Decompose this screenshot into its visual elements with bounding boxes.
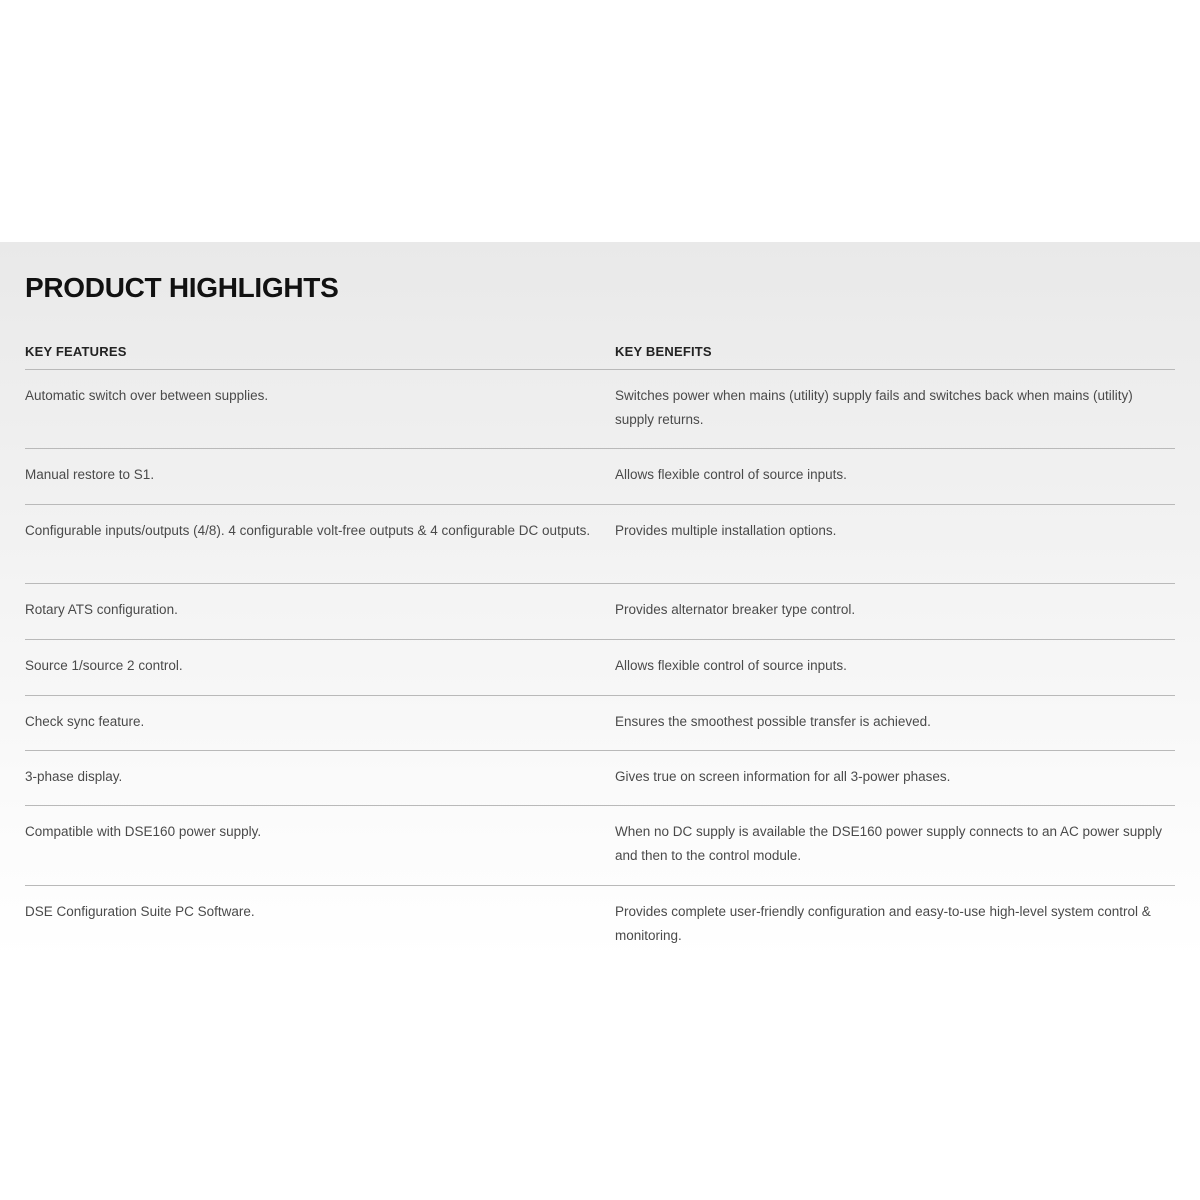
benefit-cell: Allows flexible control of source inputs. — [615, 658, 847, 673]
benefit-cell: Provides alternator breaker type control. — [615, 602, 856, 617]
feature-cell: Configurable inputs/outputs (4/8). 4 configurable volt-free outputs & 4 configurable DC outputs. — [25, 523, 591, 538]
feature-cell: Source 1/source 2 control. — [25, 658, 183, 673]
feature-cell: Manual restore to S1. — [25, 467, 155, 482]
table-header-row — [25, 332, 1175, 370]
feature-cell: Check sync feature. — [25, 714, 145, 729]
benefit-cell: Switches power when mains (utility) supply fails and switches back when mains (utility) supply returns. — [615, 388, 1133, 427]
feature-cell: Automatic switch over between supplies. — [25, 388, 269, 403]
benefit-cell: Provides complete user-friendly configuration and easy-to-use high-level system control & monitoring. — [615, 904, 1151, 943]
table-row — [25, 640, 1175, 696]
benefit-cell: When no DC supply is available the DSE160 power supply connects to an AC power supply and then to the control module. — [615, 824, 1163, 863]
key-features-header: KEY FEATURES — [25, 344, 127, 359]
table-row — [25, 505, 1175, 584]
benefit-cell: Allows flexible control of source inputs. — [615, 467, 847, 482]
feature-cell: DSE Configuration Suite PC Software. — [25, 904, 255, 919]
feature-cell: Compatible with DSE160 power supply. — [25, 824, 262, 839]
benefit-cell: Ensures the smoothest possible transfer is achieved. — [615, 714, 931, 729]
benefit-cell: Provides multiple installation options. — [615, 523, 837, 538]
table-row — [25, 584, 1175, 640]
feature-cell: Rotary ATS configuration. — [25, 602, 178, 617]
highlights-table — [25, 332, 1175, 956]
feature-cell: 3-phase display. — [25, 769, 123, 784]
section-title: PRODUCT HIGHLIGHTS — [25, 272, 339, 303]
table-row — [25, 696, 1175, 751]
key-benefits-header: KEY BENEFITS — [615, 344, 712, 359]
benefit-cell: Gives true on screen information for all 3-power phases. — [615, 769, 951, 784]
table-row — [25, 806, 1175, 886]
product-highlights-panel — [0, 242, 1200, 960]
table-row — [25, 449, 1175, 505]
table-row — [25, 751, 1175, 806]
table-row — [25, 370, 1175, 449]
table-row — [25, 886, 1175, 956]
